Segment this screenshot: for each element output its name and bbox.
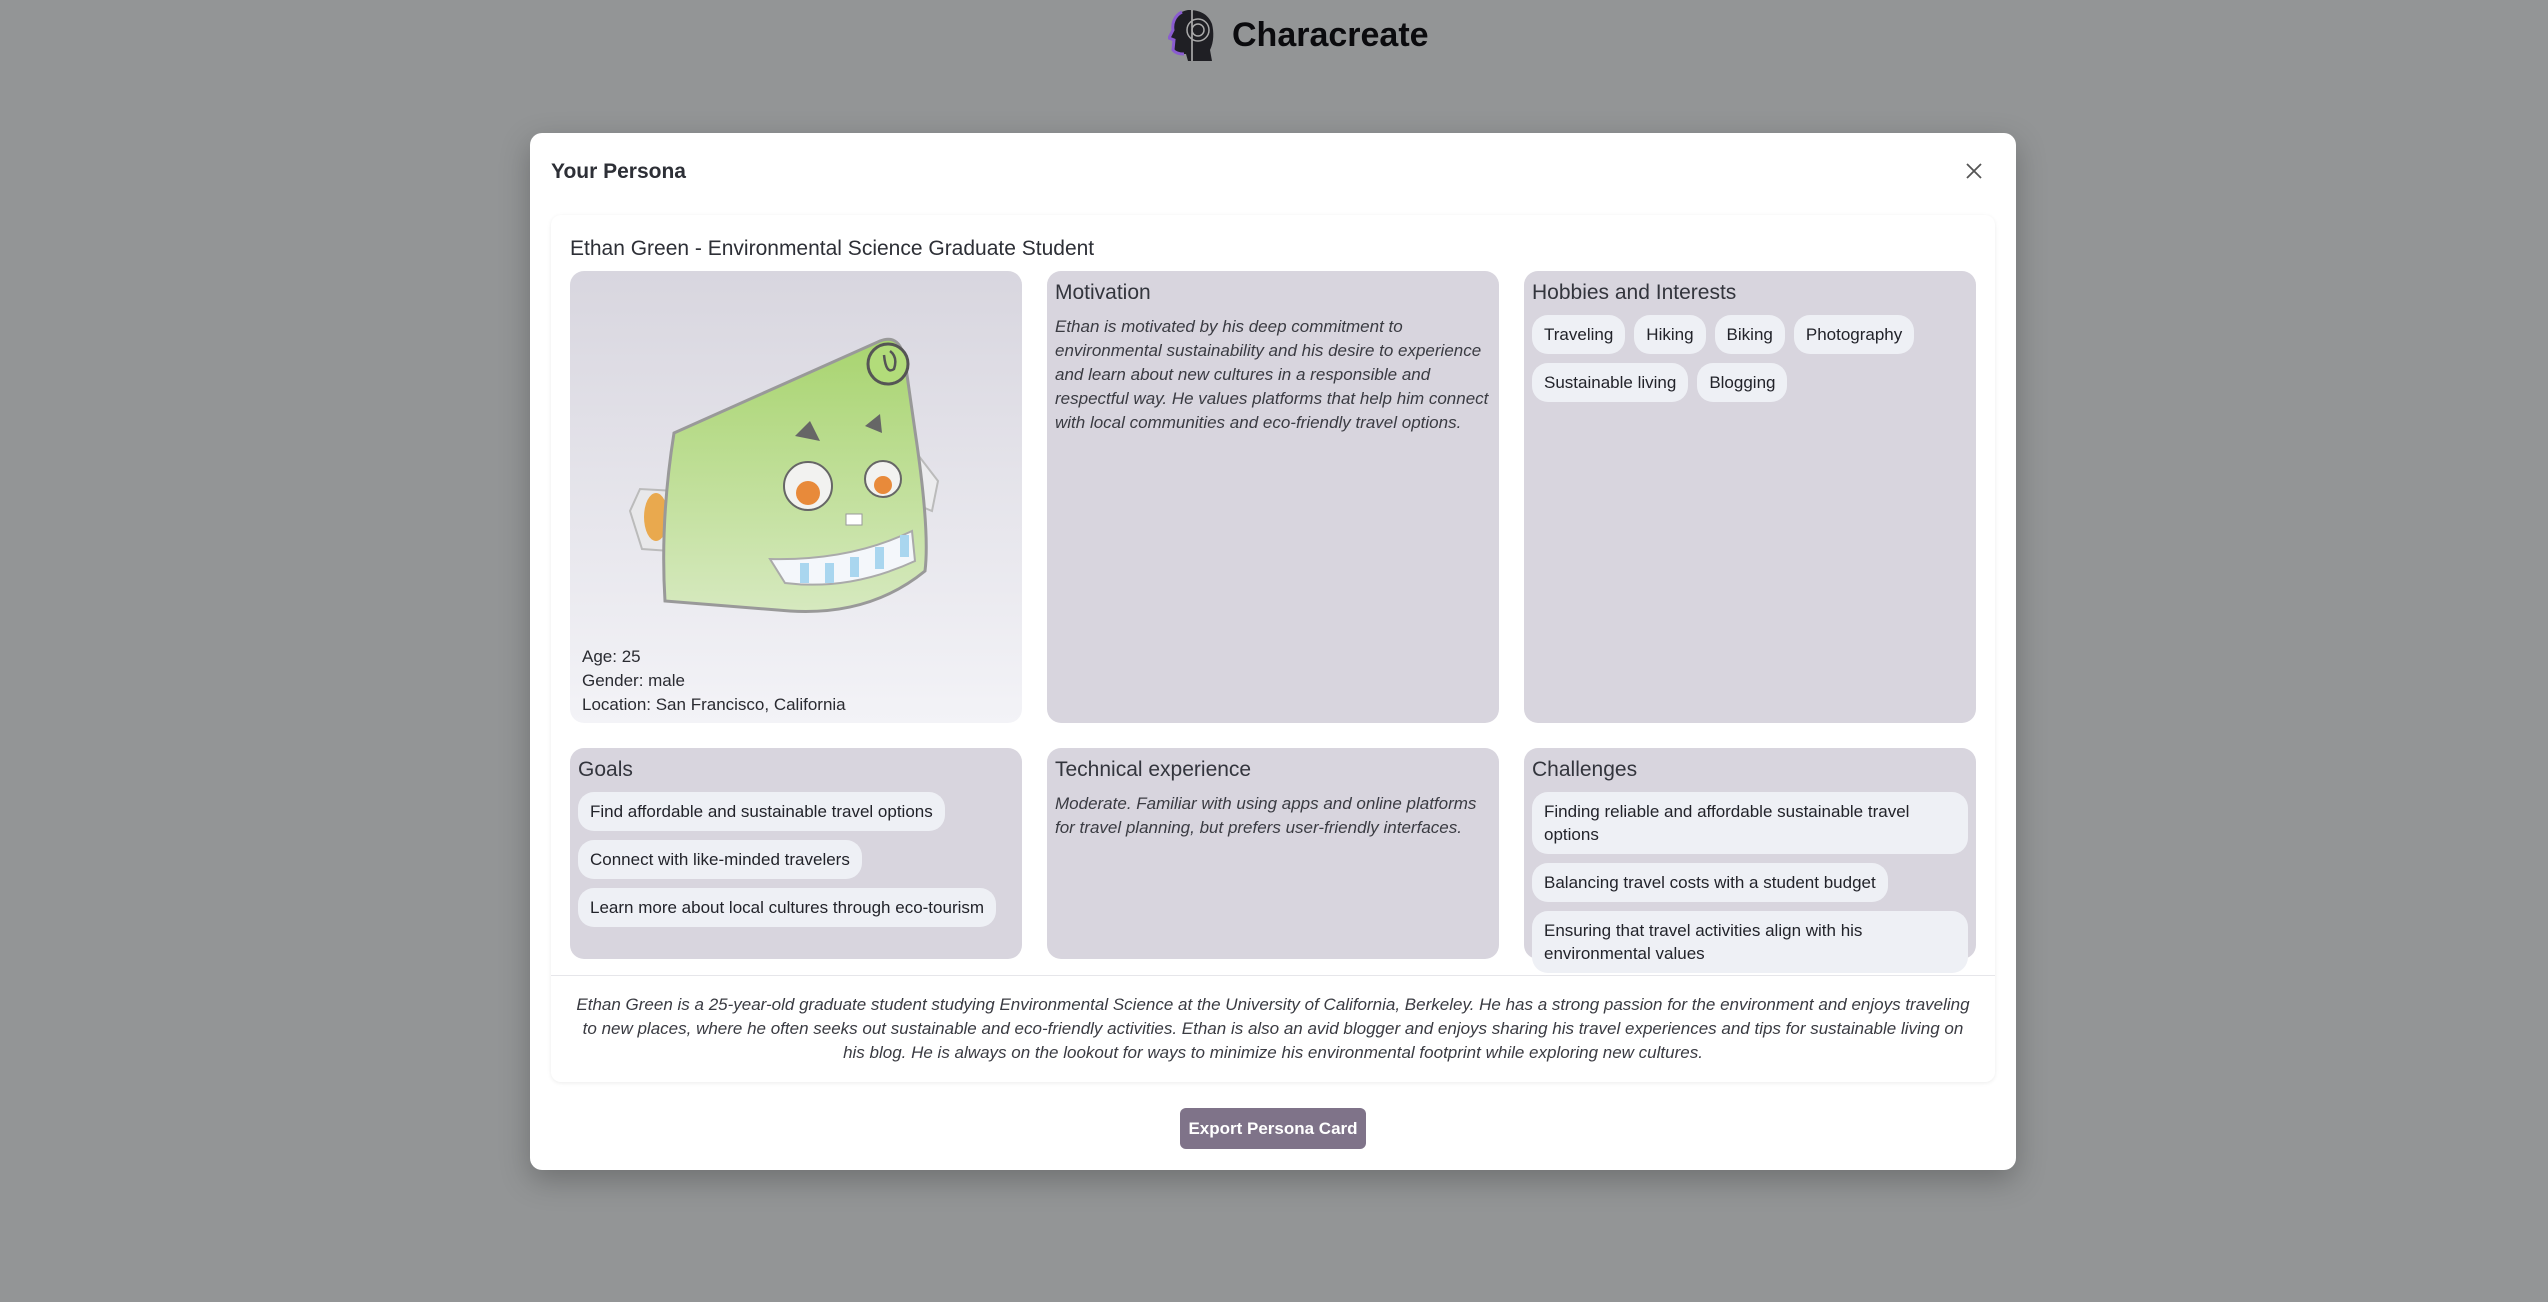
hobby-chip: Sustainable living bbox=[1532, 363, 1688, 402]
location: Location: San Francisco, California bbox=[582, 695, 846, 714]
goals-card bbox=[570, 748, 1022, 959]
hobbies-card bbox=[1524, 271, 1976, 723]
goal-item: Connect with like-minded travelers bbox=[578, 840, 862, 879]
persona-modal bbox=[530, 133, 2016, 1170]
modal-title: Your Persona bbox=[551, 160, 686, 183]
motivation-card bbox=[1047, 271, 1499, 723]
technical-card bbox=[1047, 748, 1499, 959]
goals-heading: Goals bbox=[578, 758, 633, 781]
avatar-image bbox=[570, 271, 1022, 651]
export-persona-card-button[interactable]: Export Persona Card bbox=[1180, 1108, 1366, 1149]
persona-details bbox=[582, 645, 846, 717]
challenges-card bbox=[1524, 748, 1976, 963]
app-name: Characreate bbox=[1232, 15, 1429, 54]
hobby-chip: Photography bbox=[1794, 315, 1914, 354]
technical-text: Moderate. Familiar with using apps and online platforms for travel planning, but prefers user-friendly interfaces. bbox=[1055, 794, 1477, 837]
hobby-chip: Hiking bbox=[1634, 315, 1705, 354]
divider bbox=[551, 975, 1995, 976]
persona-card bbox=[551, 215, 1995, 1082]
motivation-heading: Motivation bbox=[1055, 281, 1151, 304]
hobby-chip: Blogging bbox=[1697, 363, 1787, 402]
goal-item: Learn more about local cultures through eco-tourism bbox=[578, 888, 996, 927]
hobbies-heading: Hobbies and Interests bbox=[1532, 281, 1737, 304]
technical-heading: Technical experience bbox=[1055, 758, 1252, 781]
goal-item: Find affordable and sustainable travel options bbox=[578, 792, 945, 831]
logo-icon bbox=[1168, 8, 1214, 62]
challenges-heading: Challenges bbox=[1532, 758, 1638, 781]
challenge-item: Finding reliable and affordable sustainable travel options bbox=[1532, 792, 1968, 854]
persona-title: Ethan Green - Environmental Science Graduate Student bbox=[570, 237, 1095, 260]
challenge-item: Balancing travel costs with a student budget bbox=[1532, 863, 1888, 902]
hobby-chip: Traveling bbox=[1532, 315, 1625, 354]
close-icon[interactable] bbox=[1962, 159, 1986, 183]
age: Age: 25 bbox=[582, 647, 641, 666]
persona-summary: Ethan Green is a 25-year-old graduate student studying Environmental Science at the University of California, Berkeley. He has a strong passion for the environment and enjoys traveling to new places, where he often seeks out sustainable and eco-friendly activities. Ethan is also an avid blogger and enjoys sharing his travel experiences and tips for sustainable living on his blog. He is always on the lookout for ways to minimize his environmental footprint while exploring new cultures. bbox=[576, 995, 1970, 1062]
brand-header bbox=[1168, 8, 1429, 62]
gender: Gender: male bbox=[582, 671, 685, 690]
avatar-card bbox=[570, 271, 1022, 723]
hobby-chip: Biking bbox=[1715, 315, 1785, 354]
challenge-item: Ensuring that travel activities align with his environmental values bbox=[1532, 911, 1968, 973]
motivation-text: Ethan is motivated by his deep commitment to environmental sustainability and his desire to experience and learn about new cultures in a responsible and respectful way. He values platforms that help him connect with local communities and eco-friendly travel options. bbox=[1055, 317, 1489, 432]
